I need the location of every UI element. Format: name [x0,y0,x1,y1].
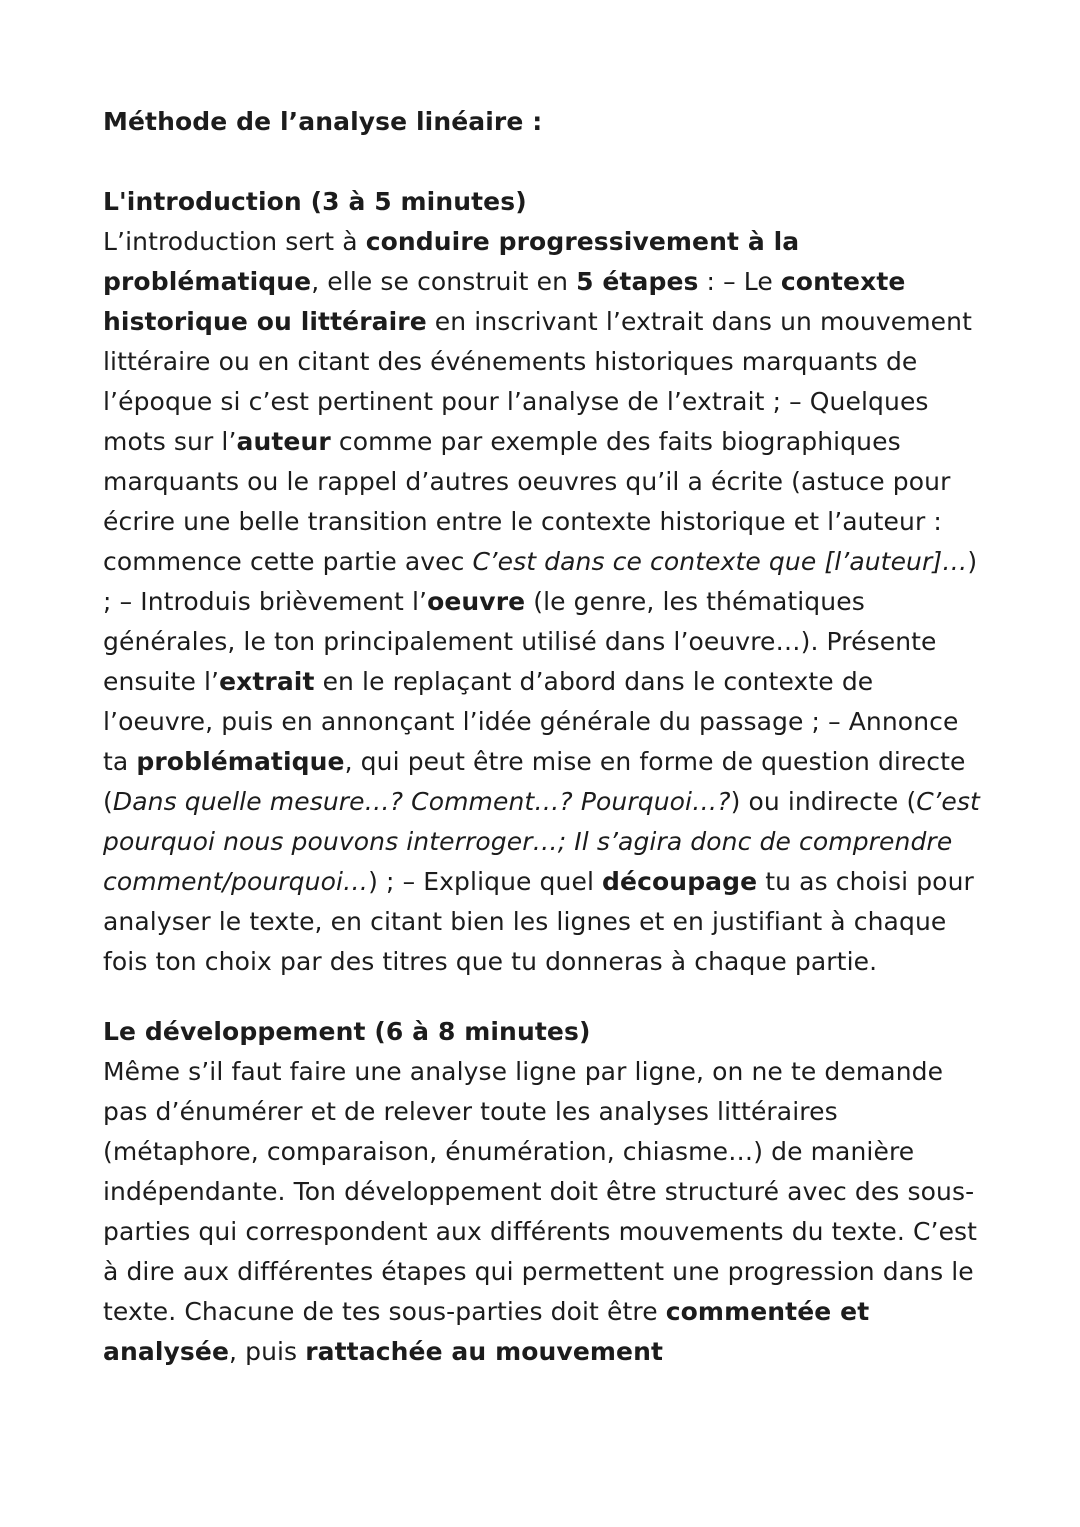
intro-text-11: ) ; – Explique quel [368,867,603,896]
intro-example-contexte: C’est dans ce contexte que [l’auteur]… [472,547,968,576]
development-emphasis-rattachee: rattachée au mouvement [305,1337,664,1366]
document-title: Méthode de l’analyse linéaire : [103,107,543,136]
intro-text-4: en inscrivant l’extrait dans un mouvement littéraire ou en citant des événements historiques marquants de l’époque si c’est pertinent pour l’analyse de l’extrait ; – Quelques mots sur l’ [103,307,972,456]
intro-text-5: comme par exemple des faits biographiques marquants ou le rappel d’autres oeuvres qu’il a écrite (astuce pour écrire une belle transition entre le contexte historique et l’auteur : commence cette partie avec [103,427,951,576]
intro-emphasis-extrait: extrait [219,667,315,696]
introduction-paragraph [103,222,983,982]
introduction-section [103,182,983,982]
intro-text-9: , qui peut être mise en forme de question directe ( [103,747,966,816]
intro-emphasis-auteur: auteur [236,427,331,456]
intro-emphasis-etapes: 5 étapes [576,267,699,296]
intro-example-indirecte: C’est pourquoi nous pouvons interroger…; Il s’agira donc de comprendre comment/pourquoi… [103,787,980,896]
intro-text-8: en le replaçant d’abord dans le contexte de l’oeuvre, puis en annonçant l’idée générale du passage ; – Annonce ta [103,667,959,776]
intro-emphasis-decoupage: découpage [602,867,758,896]
introduction-heading: L'introduction (3 à 5 minutes) [103,187,527,216]
development-emphasis-commentee: commentée et analysée [103,1297,870,1366]
intro-text-1: L’introduction sert à [103,227,366,256]
development-text-1: Même s’il faut faire une analyse ligne par ligne, on ne te demande pas d’énumérer et de relever toute les analyses littéraires (métaphore, comparaison, énumération, chiasme…) de manière indépendante. Ton développement doit être structuré avec des sous-parties qui correspondent aux différents mouvements du texte. C’est à dire aux différentes étapes qui permettent une progression dans le texte. Chacune de tes sous-parties doit être [103,1057,978,1326]
intro-text-3: : – Le [698,267,781,296]
development-heading: Le développement (6 à 8 minutes) [103,1017,591,1046]
intro-text-7: (le genre, les thématiques générales, le ton principalement utilisé dans l’oeuvre…). Présente ensuite l’ [103,587,937,696]
intro-text-6: ) ; – Introduis brièvement l’ [103,547,978,616]
intro-emphasis-conduire: conduire progressivement à la problématique [103,227,800,296]
intro-text-2: , elle se construit en [311,267,577,296]
intro-text-12: tu as choisi pour analyser le texte, en citant bien les lignes et en justifiant à chaque fois ton choix par des titres que tu donneras à chaque partie. [103,867,974,976]
intro-example-directe: Dans quelle mesure…? Comment…? Pourquoi…? [112,787,731,816]
intro-emphasis-oeuvre: oeuvre [427,587,526,616]
development-section [103,1012,983,1372]
intro-emphasis-problematique: problématique [136,747,345,776]
intro-emphasis-contexte: contexte historique ou littéraire [103,267,906,336]
development-paragraph [103,1052,983,1372]
intro-text-10: ) ou indirecte ( [730,787,917,816]
development-text-2: , puis [229,1337,306,1366]
document-page [103,102,983,1372]
